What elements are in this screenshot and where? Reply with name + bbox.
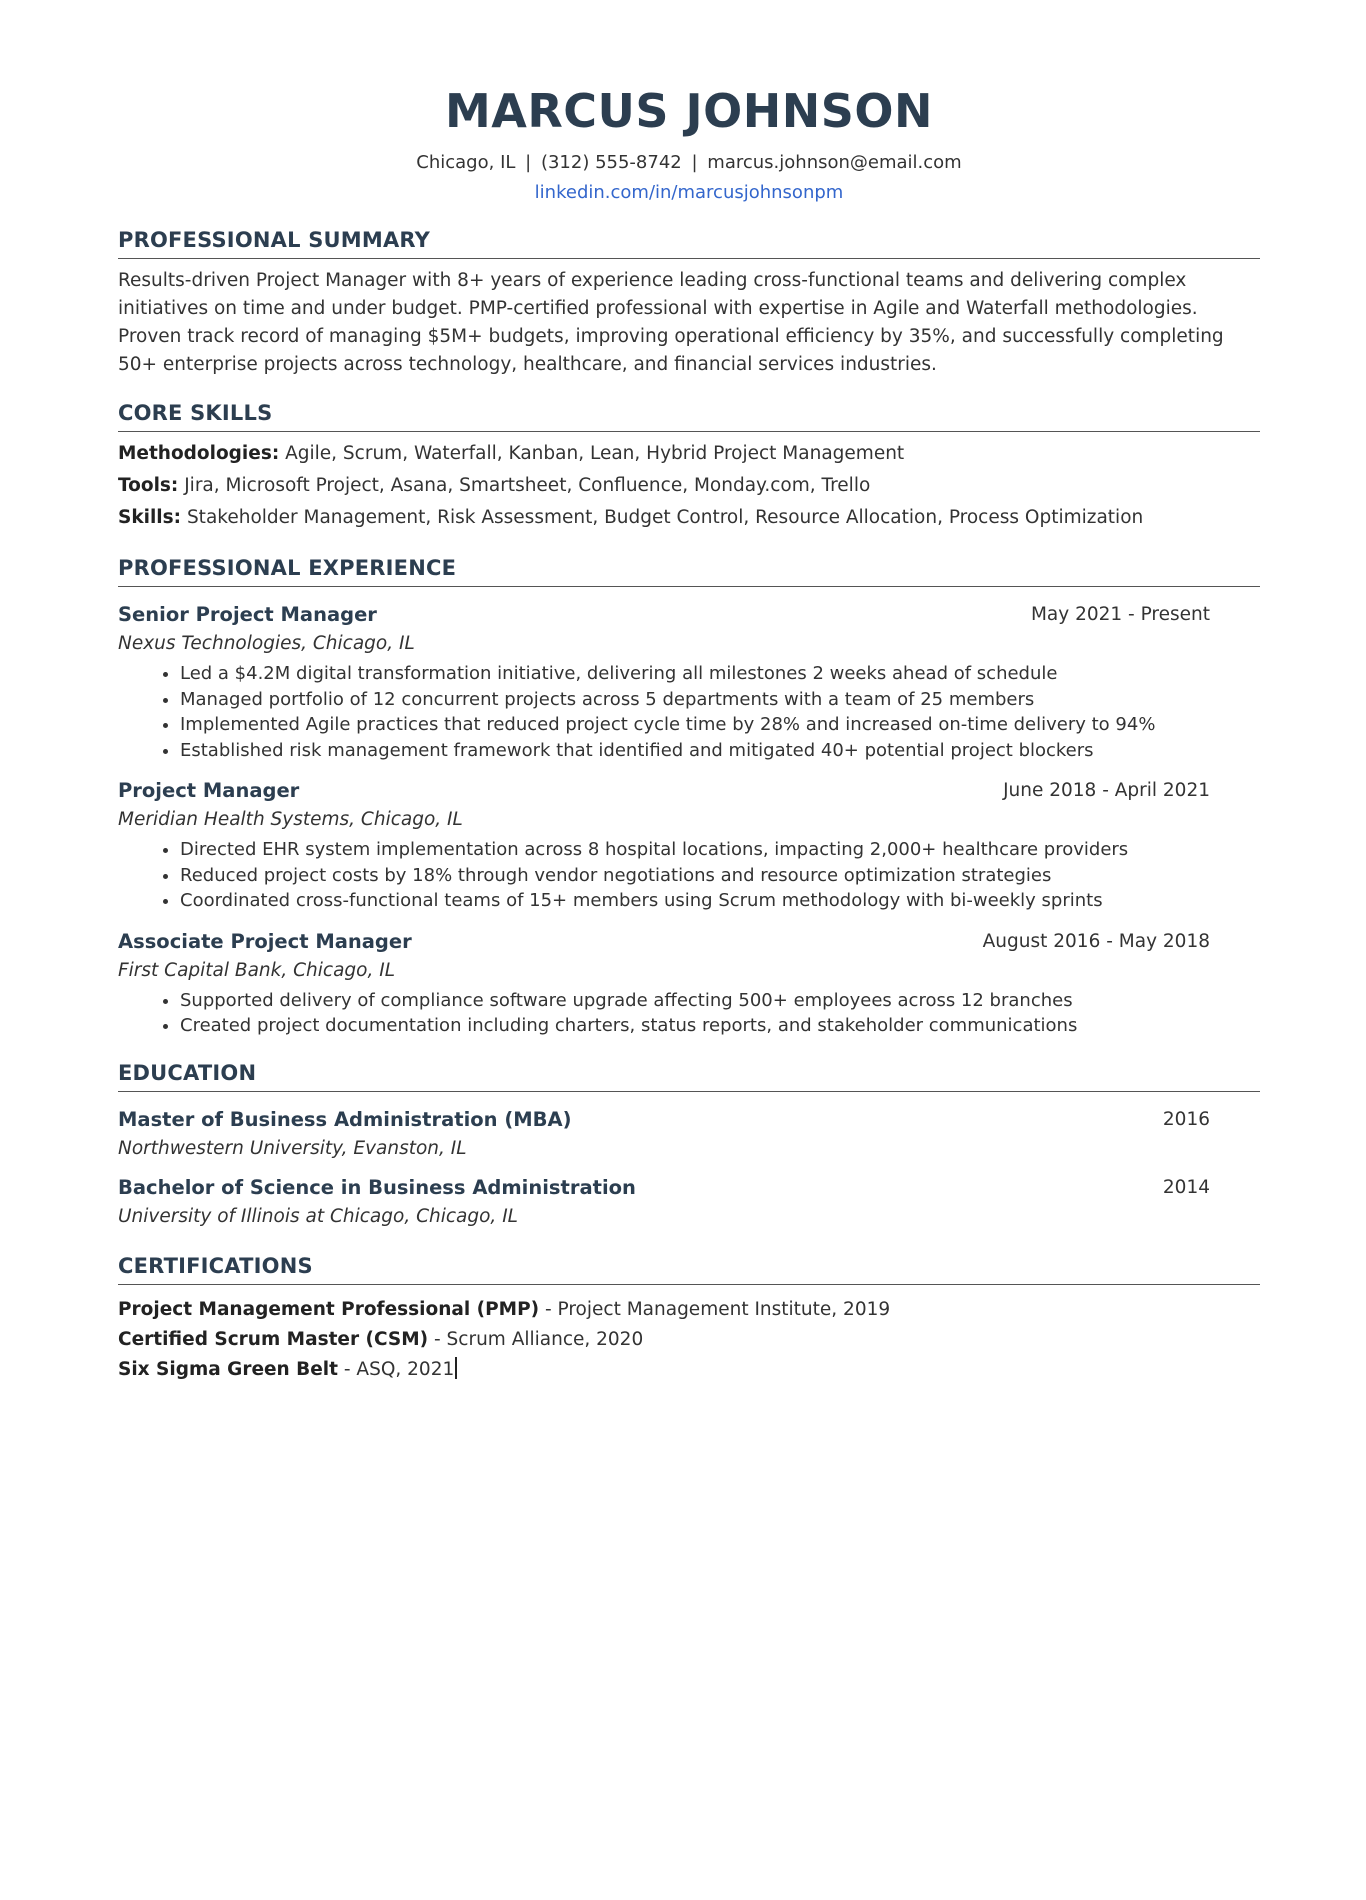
experience-section (118, 554, 1260, 1039)
certification-detail: - Project Management Institute, 2019 (539, 1298, 891, 1320)
job-company: First Capital Bank, Chicago, IL (118, 959, 396, 981)
certification-name: Six Sigma Green Belt (118, 1358, 338, 1380)
job-dates: June 2018 - April 2021 (1003, 780, 1210, 801)
location: Chicago, IL (416, 152, 516, 173)
job-dates: May 2021 - Present (1030, 604, 1210, 625)
certification-detail: - Scrum Alliance, 2020 (428, 1328, 644, 1350)
job-bullets (118, 988, 1260, 1039)
section-title: CORE SKILLS (118, 399, 1260, 432)
school-name: Northwestern University, Evanston, IL (118, 1137, 467, 1159)
candidate-name: MARCUS JOHNSON (444, 84, 933, 138)
bullet-item: • Managed portfolio of 12 concurrent projects across 5 departments with a team of 25 members (180, 687, 1260, 713)
graduation-year: 2016 (1162, 1108, 1210, 1130)
job-entry (118, 777, 1260, 914)
bullet-item: • Implemented Agile practices that reduced project cycle time by 28% and increased on-time delivery to 94% (180, 712, 1260, 738)
certification-name: Certified Scrum Master (CSM) (118, 1328, 429, 1350)
certification-item (118, 1325, 1260, 1355)
certifications-section (118, 1252, 1260, 1385)
bullet-item: • Established risk management framework that identified and mitigated 40+ potential project blockers (180, 738, 1260, 764)
job-company: Meridian Health Systems, Chicago, IL (118, 809, 463, 830)
bullet-item: • Created project documentation including charters, status reports, and stakeholder communications (180, 1013, 1260, 1039)
resume-content (118, 80, 1260, 1385)
certification-item (118, 1295, 1260, 1325)
education-header (118, 1174, 1210, 1202)
section-title: PROFESSIONAL EXPERIENCE (118, 554, 1260, 587)
skills-value: Agile, Scrum, Waterfall, Kanban, Lean, Hybrid Project Management (279, 443, 905, 464)
skills-list (118, 438, 1260, 534)
certifications-list (118, 1295, 1260, 1385)
skills-line-skills (118, 502, 1260, 534)
certification-item (118, 1355, 1260, 1385)
job-bullets (118, 837, 1260, 914)
skills-value: Stakeholder Management, Risk Assessment, Budget Control, Resource Allocation, Process Optimization (181, 507, 1144, 528)
skills-line-tools (118, 470, 1260, 502)
skills-line-methodologies (118, 438, 1260, 470)
section-title: CERTIFICATIONS (118, 1252, 1260, 1285)
skills-section (118, 399, 1260, 534)
job-header (118, 601, 1210, 629)
text-cursor (455, 1357, 457, 1379)
education-entry (118, 1106, 1260, 1164)
linkedin-link[interactable]: linkedin.com/in/marcusjohnsonpm (534, 182, 844, 203)
degree-title: Bachelor of Science in Business Administration (118, 1175, 636, 1199)
job-title: Associate Project Manager (118, 929, 412, 953)
bullet-item: • Coordinated cross-functional teams of 15+ members using Scrum methodology with bi-weekly sprints (180, 888, 1260, 914)
job-bullets (118, 661, 1260, 763)
job-title: Senior Project Manager (118, 603, 377, 626)
bullet-item: • Directed EHR system implementation across 8 hospital locations, impacting 2,000+ healthcare providers (180, 837, 1260, 863)
email: marcus.johnson@email.com (707, 152, 962, 173)
section-title: PROFESSIONAL SUMMARY (118, 226, 1260, 259)
job-entry (118, 601, 1260, 763)
summary-section (118, 226, 1260, 379)
skills-label: Methodologies: (118, 443, 280, 464)
separator: | (525, 152, 532, 173)
bullet-item: • Led a $4.2M digital transformation initiative, delivering all milestones 2 weeks ahead of schedule (180, 661, 1260, 687)
linkedin-line (118, 180, 1260, 206)
education-header (118, 1106, 1210, 1134)
graduation-year: 2014 (1162, 1176, 1210, 1198)
education-entry (118, 1174, 1260, 1232)
certification-detail: - ASQ, 2021 (338, 1358, 455, 1380)
section-title: EDUCATION (118, 1059, 1260, 1092)
bullet-item: • Supported delivery of compliance software upgrade affecting 500+ employees across 12 branches (180, 988, 1260, 1014)
skills-label: Skills: (118, 507, 182, 528)
phone: (312) 555-8742 (540, 152, 682, 173)
job-header (118, 777, 1210, 805)
job-header (118, 928, 1210, 956)
school-name: University of Illinois at Chicago, Chicago, IL (118, 1205, 518, 1227)
contact-line (118, 150, 1260, 176)
skills-value: Jira, Microsoft Project, Asana, Smartsheet, Confluence, Monday.com, Trello (178, 475, 871, 496)
degree-title: Master of Business Administration (MBA) (118, 1107, 572, 1131)
education-section (118, 1059, 1260, 1232)
certification-name: Project Management Professional (PMP) (118, 1298, 540, 1320)
job-dates: August 2016 - May 2018 (982, 930, 1210, 952)
job-title: Project Manager (118, 779, 300, 802)
summary-text: Results-driven Project Manager with 8+ years of experience leading cross-functional teams and delivering complex initiatives on time and under budget. PMP-certified professional with expertise in Agile and Waterfall methodologies. Proven track record of managing $5M+ budgets, improving operational efficiency by 35%, and successfully completing 50+ enterprise projects across technology, healthcare, and financial services industries. (118, 270, 1224, 375)
skills-label: Tools: (118, 475, 179, 496)
job-entry (118, 928, 1260, 1039)
job-company: Nexus Technologies, Chicago, IL (118, 633, 415, 654)
bullet-item: • Reduced project costs by 18% through vendor negotiations and resource optimization strategies (180, 863, 1260, 889)
separator: | (691, 152, 698, 173)
